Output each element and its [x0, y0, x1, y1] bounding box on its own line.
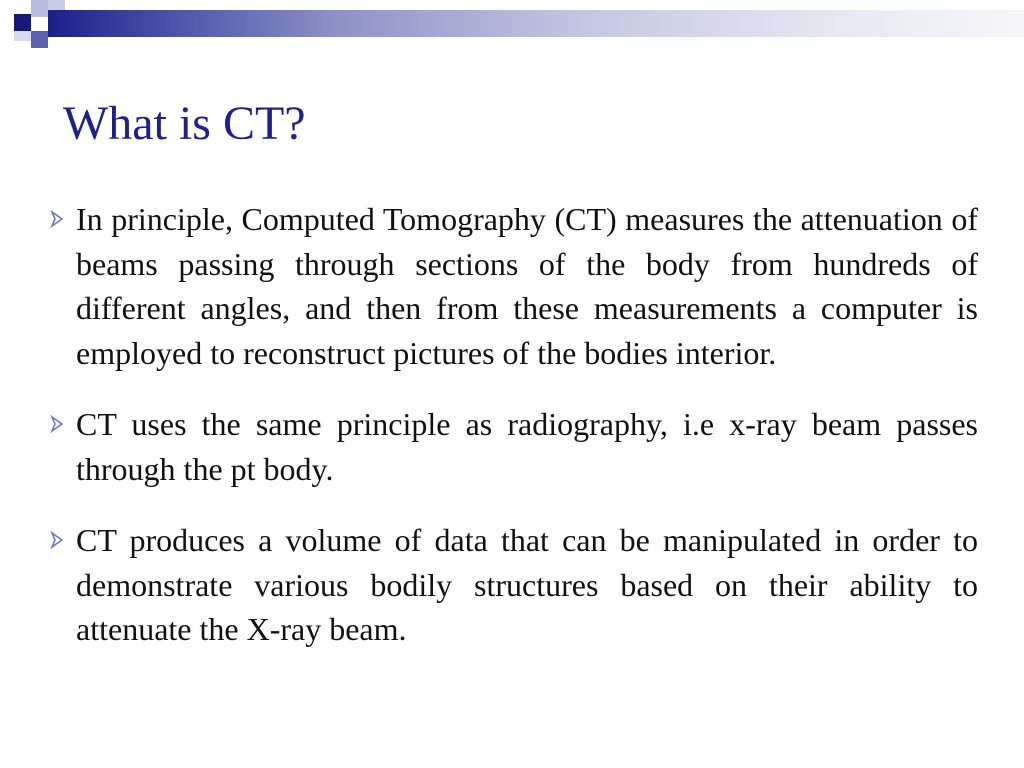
arrowhead-bullet-icon — [50, 209, 64, 229]
bullet-text: CT produces a volume of data that can be manipulated in order to demonstrate various bodily structures based on their ability to attenuate the X-ray beam. — [76, 522, 978, 647]
decorative-square — [31, 0, 48, 17]
bullet-item — [48, 402, 978, 491]
decorative-header-bar — [48, 10, 1024, 37]
bullet-text: In principle, Computed Tomography (CT) measures the attenuation of beams passing through sections of the body from hundreds of different angles, and then from these measurements a computer is employed to reconstruct pictures of the bodies interior. — [76, 201, 978, 371]
slide-title: What is CT? — [63, 97, 306, 150]
decorative-square — [14, 14, 31, 31]
bullet-item — [48, 197, 978, 375]
bullet-item — [48, 518, 978, 652]
arrowhead-bullet-icon — [50, 530, 64, 550]
decorative-square — [48, 0, 65, 10]
bullet-list — [48, 197, 978, 679]
arrowhead-bullet-icon — [50, 414, 64, 434]
bullet-text: CT uses the same principle as radiography, i.e x-ray beam passes through the pt body. — [76, 406, 978, 487]
decorative-square — [31, 31, 48, 48]
decorative-square — [14, 31, 31, 41]
